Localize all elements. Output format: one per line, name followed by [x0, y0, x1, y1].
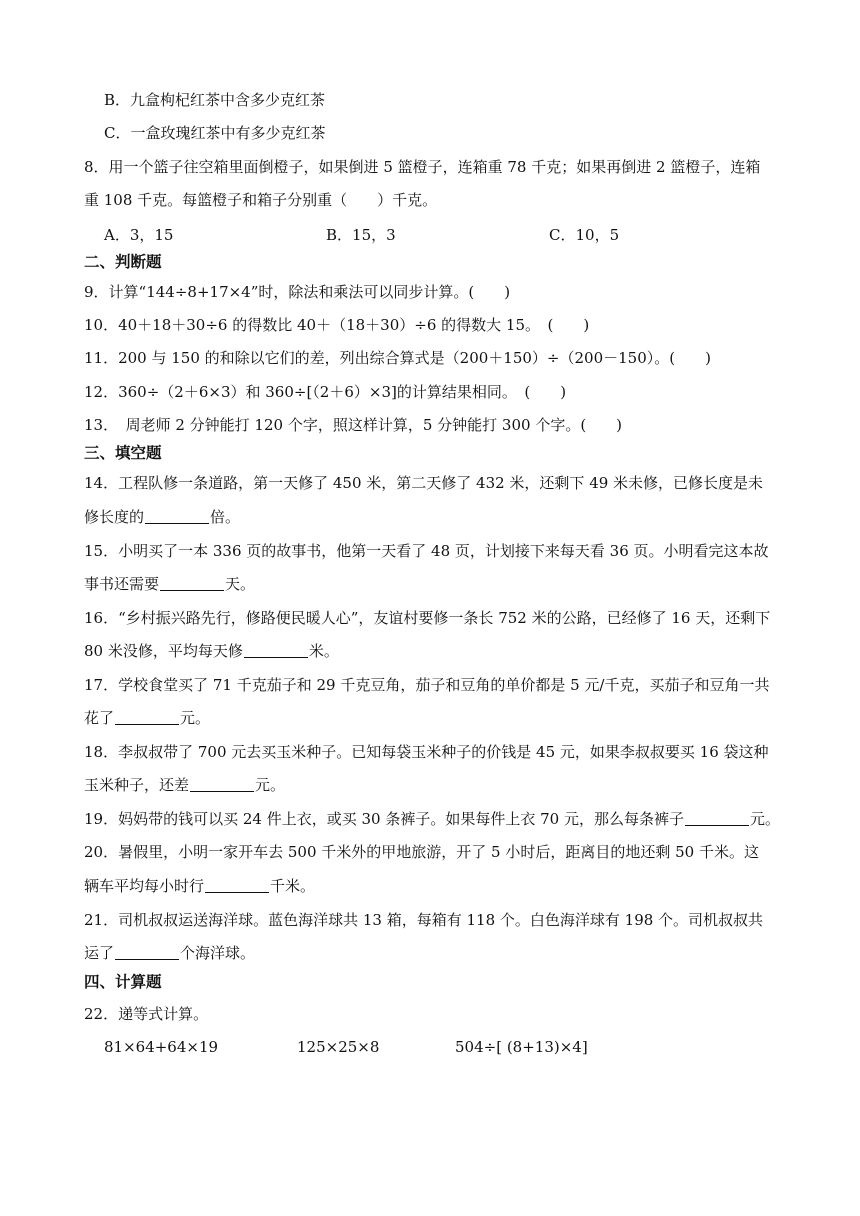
answer-blank[interactable] [244, 643, 308, 658]
question-text-part: 倍。 [210, 508, 241, 526]
answer-blank[interactable] [205, 878, 269, 893]
answer-blank[interactable] [145, 509, 209, 524]
question-text-part: 19．妈妈带的钱可以买 24 件上衣，或买 30 条裤子。如果每件上衣 70 元，那么每条裤子 [84, 810, 684, 828]
question-text: 21．司机叔叔运送海洋球。蓝色海洋球共 13 箱，每箱有 118 个。白色海洋球有 198 个。司机叔叔共 [84, 911, 764, 929]
question-text-part: 80 米没修，平均每天修 [84, 642, 243, 660]
question-text-part: 米。 [308, 642, 339, 660]
question-11: 11．200 与 150 的和除以它们的差，列出综合算式是（200＋150）÷（200－150）。( ) [84, 349, 711, 367]
question-text-part: 玉米种子，还差 [84, 776, 190, 794]
question-text [84, 641, 339, 661]
question-text-part: 元。 [180, 709, 211, 727]
question-text-part: 修长度的 [84, 508, 145, 526]
answer-blank[interactable] [190, 777, 254, 792]
question-text-part: 花了 [84, 709, 115, 727]
expression: 504÷[ (8+13)×4] [455, 1038, 588, 1056]
question-text [84, 876, 315, 896]
expression: 81×64+64×19 [104, 1038, 219, 1056]
question-22: 22．递等式计算。 [84, 1005, 209, 1023]
option-a: A．3，15 [104, 226, 174, 244]
question-text [84, 775, 285, 795]
question-text-part: 天。 [225, 575, 256, 593]
question-text [84, 507, 240, 527]
question-text: 15．小明买了一本 336 页的故事书，他第一天看了 48 页，计划接下来每天看 36 页。小明看完这本故 [84, 542, 769, 560]
question-text: 16．“乡村振兴路先行，修路便民暖人心”，友谊村要修一条长 752 米的公路，已经修了 16 天，还剩下 [84, 609, 771, 627]
question-text-part: 辆车平均每小时行 [84, 877, 205, 895]
question-text: 18．李叔叔带了 700 元去买玉米种子。已知每袋玉米种子的价钱是 45 元，如果李叔叔要买 16 袋这种 [84, 743, 769, 761]
question-text-part: 运了 [84, 944, 115, 962]
question-text [84, 943, 255, 963]
question-13: 13． 周老师 2 分钟能打 120 个字，照这样计算，5 分钟能打 300 个字。( ) [84, 416, 623, 434]
section-heading: 二、判断题 [84, 253, 162, 271]
question-text-part: 元。 [749, 810, 780, 828]
question-text-part: 千米。 [270, 877, 316, 895]
answer-blank[interactable] [685, 811, 749, 826]
option-c: C．10，5 [549, 226, 620, 244]
answer-blank[interactable] [115, 710, 179, 725]
question-text-part: 个海洋球。 [180, 944, 256, 962]
section-heading: 三、填空题 [84, 444, 162, 462]
question-text: 8．用一个篮子往空箱里面倒橙子，如果倒进 5 篮橙子，连箱重 78 千克；如果再倒进 2 篮橙子，连箱 [84, 158, 761, 176]
question-text: 17．学校食堂买了 71 千克茄子和 29 千克豆角，茄子和豆角的单价都是 5 元/千克，买茄子和豆角一共 [84, 676, 770, 694]
question-text-part: 元。 [255, 776, 286, 794]
question-text: 14．工程队修一条道路，第一天修了 450 米，第二天修了 432 米，还剩下 49 米未修，已修长度是未 [84, 474, 764, 492]
question-text: 20．暑假里，小明一家开车去 500 千米外的甲地旅游，开了 5 小时后，距离目的地还剩 50 千米。这 [84, 843, 759, 861]
question-text-part: 事书还需要 [84, 575, 160, 593]
section-heading: 四、计算题 [84, 973, 162, 991]
option-b: B．15，3 [326, 226, 396, 244]
answer-blank[interactable] [160, 576, 224, 591]
answer-blank[interactable] [115, 945, 179, 960]
question-10: 10．40＋18＋30÷6 的得数比 40＋（18＋30）÷6 的得数大 15。 ( ) [84, 316, 590, 334]
question-text [84, 574, 255, 594]
question-text [84, 809, 780, 829]
option-c: C．一盒玫瑰红茶中有多少克红茶 [104, 124, 326, 142]
expression: 125×25×8 [297, 1038, 380, 1056]
question-text [84, 708, 210, 728]
option-b: B．九盒枸杞红茶中含多少克红茶 [104, 91, 326, 109]
question-12: 12．360÷（2＋6×3）和 360÷[（2＋6）×3]的计算结果相同。 ( ) [84, 383, 567, 401]
question-9: 9．计算“144÷8+17×4”时，除法和乘法可以同步计算。( ) [84, 283, 511, 301]
question-text: 重 108 千克。每篮橙子和箱子分别重（ ）千克。 [84, 191, 438, 209]
